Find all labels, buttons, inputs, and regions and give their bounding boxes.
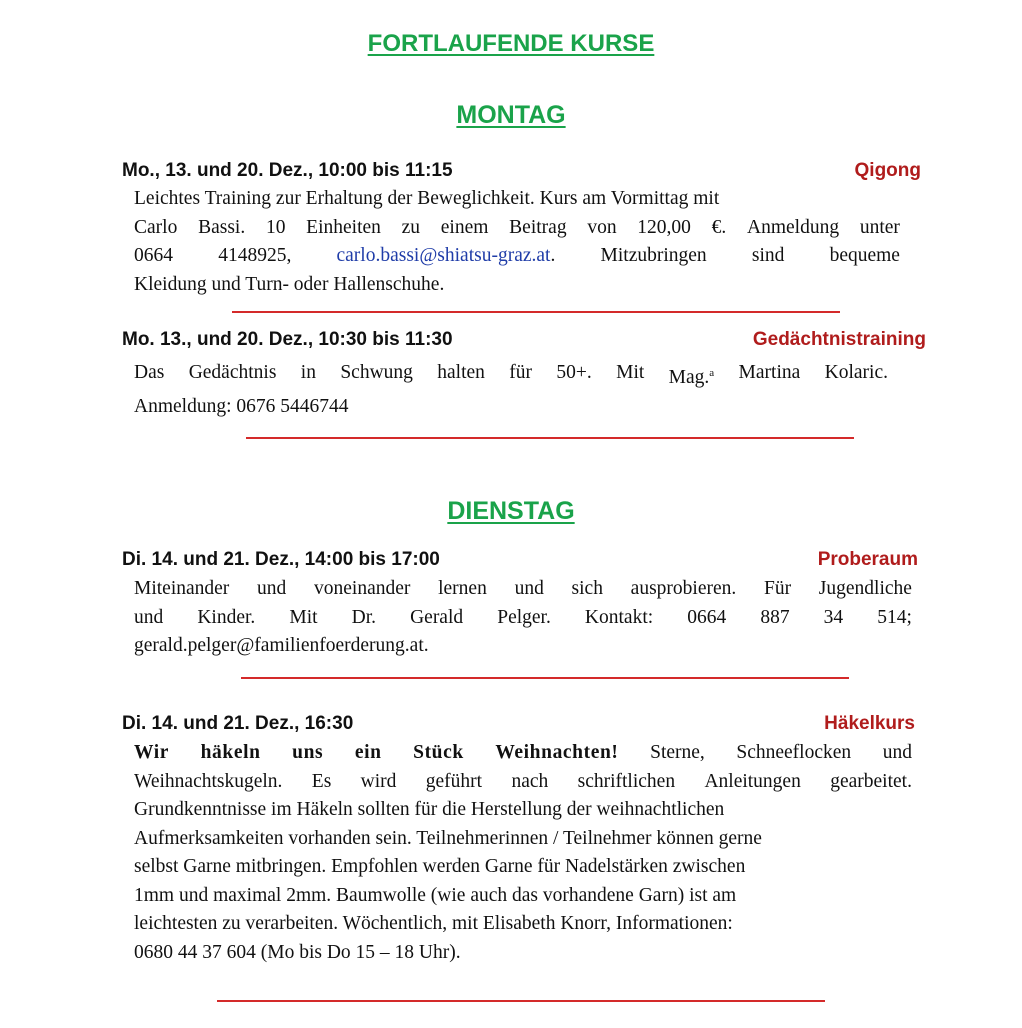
body-line-justified: und Kinder. Mit Dr. Gerald Pelger. Kontakt: 0664 887 34 514; — [134, 606, 912, 628]
body-line-justified: Carlo Bassi. 10 Einheiten zu einem Beitrag von 120,00 €. Anmeldung unter — [134, 216, 900, 238]
divider-rule — [232, 311, 840, 313]
day-heading-tuesday: DIENSTAG — [447, 497, 575, 525]
body-line: Aufmerksamkeiten vorhanden sein. Teilnehmerinnen / Teilnehmer können gerne — [134, 827, 762, 849]
entry-body-proberaum — [134, 575, 912, 661]
body-line: Kleidung und Turn- oder Hallenschuhe. — [134, 273, 445, 295]
body-line-justified: Wir häkeln uns ein Stück Weihnachten! Sterne, Schneeflocken und — [134, 742, 912, 763]
document-title: FORTLAUFENDE KURSE — [367, 30, 655, 57]
body-line: 1mm und maximal 2mm. Baumwolle (wie auch das vorhandene Garn) ist am — [134, 884, 737, 906]
body-line: gerald.pelger@familienfoerderung.at. — [134, 635, 429, 656]
divider-rule — [246, 437, 854, 439]
entry-body-qigong — [134, 185, 900, 299]
body-line-justified: Weihnachtskugeln. Es wird geführt nach schriftlichen Anleitungen gearbeitet. — [134, 770, 912, 792]
entry-time-qigong: Mo., 13. und 20. Dez., 10:00 bis 11:15 — [122, 160, 453, 181]
divider-rule — [217, 1000, 825, 1002]
entry-category-haekelkurs: Häkelkurs — [824, 713, 915, 734]
email-link-carlo-bassi[interactable]: carlo.bassi@shiatsu-graz.at — [336, 245, 551, 266]
body-line: Leichtes Training zur Erhaltung der Beweglichkeit. Kurs am Vormittag mit — [134, 188, 720, 209]
entry-category-qigong: Qigong — [854, 160, 921, 181]
body-line: selbst Garne mitbringen. Empfohlen werden Garne für Nadelstärken zwischen — [134, 856, 746, 877]
entry-body-gedaechtnistraining — [134, 359, 888, 421]
entry-time-proberaum: Di. 14. und 21. Dez., 14:00 bis 17:00 — [122, 549, 440, 570]
entry-time-haekelkurs: Di. 14. und 21. Dez., 16:30 — [122, 713, 354, 734]
body-line-justified: Miteinander und voneinander lernen und sich ausprobieren. Für Jugendliche — [134, 578, 912, 599]
body-line: Anmeldung: 0676 5446744 — [134, 395, 349, 417]
entry-time-gedaechtnistraining: Mo. 13., und 20. Dez., 10:30 bis 11:30 — [122, 329, 453, 350]
body-line-justified: 0664 4148925, carlo.bassi@shiatsu-graz.at. Mitzubringen sind bequeme — [134, 245, 900, 266]
day-heading-monday: MONTAG — [456, 101, 566, 129]
body-line: leichtesten zu verarbeiten. Wöchentlich, mit Elisabeth Knorr, Informationen: — [134, 913, 733, 934]
body-line: Grundkenntnisse im Häkeln sollten für die Herstellung der weihnachtlichen — [134, 799, 725, 820]
body-line: 0680 44 37 604 (Mo bis Do 15 – 18 Uhr). — [134, 941, 461, 963]
entry-category-gedaechtnistraining: Gedächtnistraining — [752, 329, 926, 350]
divider-rule — [241, 677, 849, 679]
entry-category-proberaum: Proberaum — [817, 549, 918, 570]
body-line-justified: Das Gedächtnis in Schwung halten für 50+. Mit Mag.$^a$ Martina Kolaric. — [134, 362, 888, 388]
entry-body-haekelkurs — [134, 739, 912, 967]
